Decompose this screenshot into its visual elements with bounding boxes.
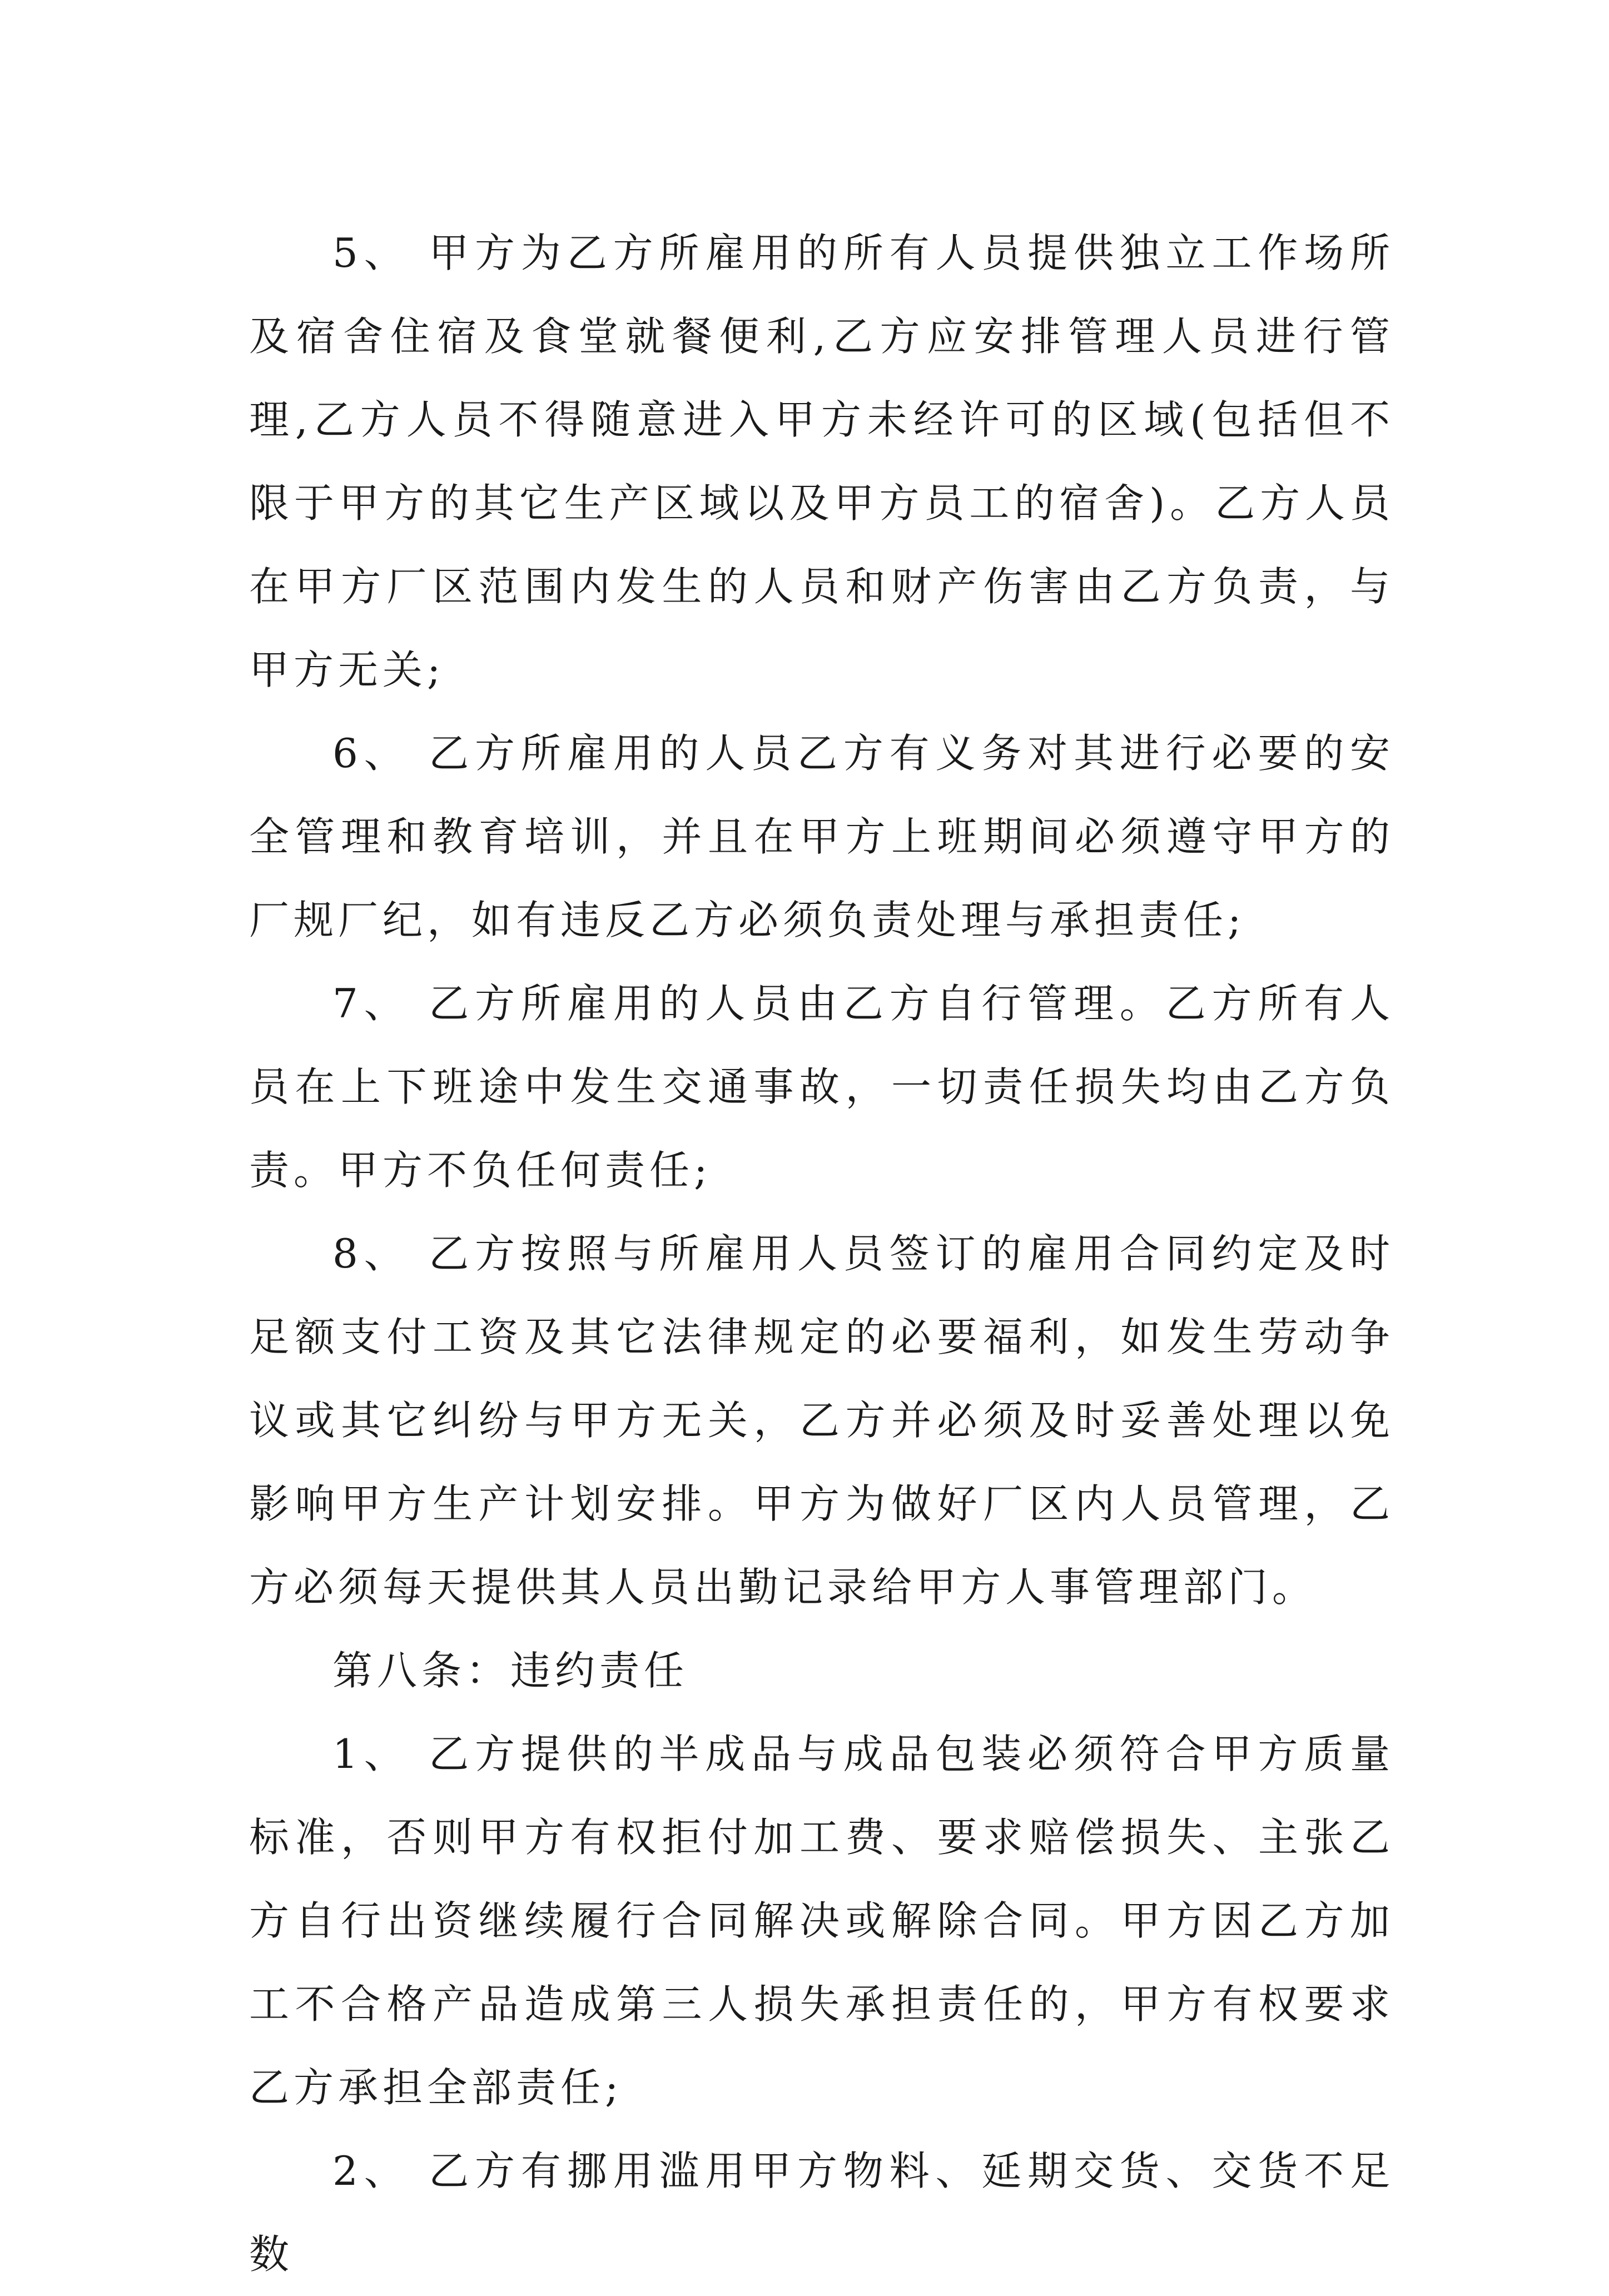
clause-8-paragraph: 8、 乙方按照与所雇用人员签订的雇用合同约定及时足额支付工资及其它法律规定的必要福利，如发生劳动争议或其它纠纷与甲方无关，乙方并必须及时妥善处理以免影响甲方生产计划安排。甲方为做好厂区内人员管理，乙方必须每天提供其人员出勤记录给甲方人事管理部门。 [249, 1230, 1394, 1611]
clause-7-paragraph: 7、 乙方所雇用的人员由乙方自行管理。乙方所有人员在上下班途中发生交通事故，一切责任损失均由乙方负责。甲方不负任何责任; [249, 980, 1394, 1194]
clause-6-paragraph: 6、 乙方所雇用的人员乙方有义务对其进行必要的安全管理和教育培训，并且在甲方上班期间必须遵守甲方的厂规厂纪，如有违反乙方必须负责处理与承担责任; [249, 730, 1394, 943]
article-8-heading: 第八条：违约责任 [332, 1647, 689, 1694]
document-body [249, 211, 1394, 2296]
breach-clause-2-paragraph: 2、 乙方有挪用滥用甲方物料、延期交货、交货不足数 [249, 2148, 1394, 2278]
breach-clause-1-paragraph: 1、 乙方提供的半成品与成品包装必须符合甲方质量标准，否则甲方有权拒付加工费、要求赔偿损失、主张乙方自行出资继续履行合同解决或解除合同。甲方因乙方加工不合格产品造成第三人损失承担责任的，甲方有权要求乙方承担全部责任; [249, 1731, 1394, 2111]
clause-5-paragraph: 5、 甲方为乙方所雇用的所有人员提供独立工作场所及宿舍住宿及食堂就餐便利,乙方应安排管理人员进行管理,乙方人员不得随意进入甲方未经许可的区域(包括但不限于甲方的其它生产区域以及甲方员工的宿舍)。乙方人员在甲方厂区范围内发生的人员和财产伤害由乙方负责，与甲方无关; [249, 230, 1394, 693]
